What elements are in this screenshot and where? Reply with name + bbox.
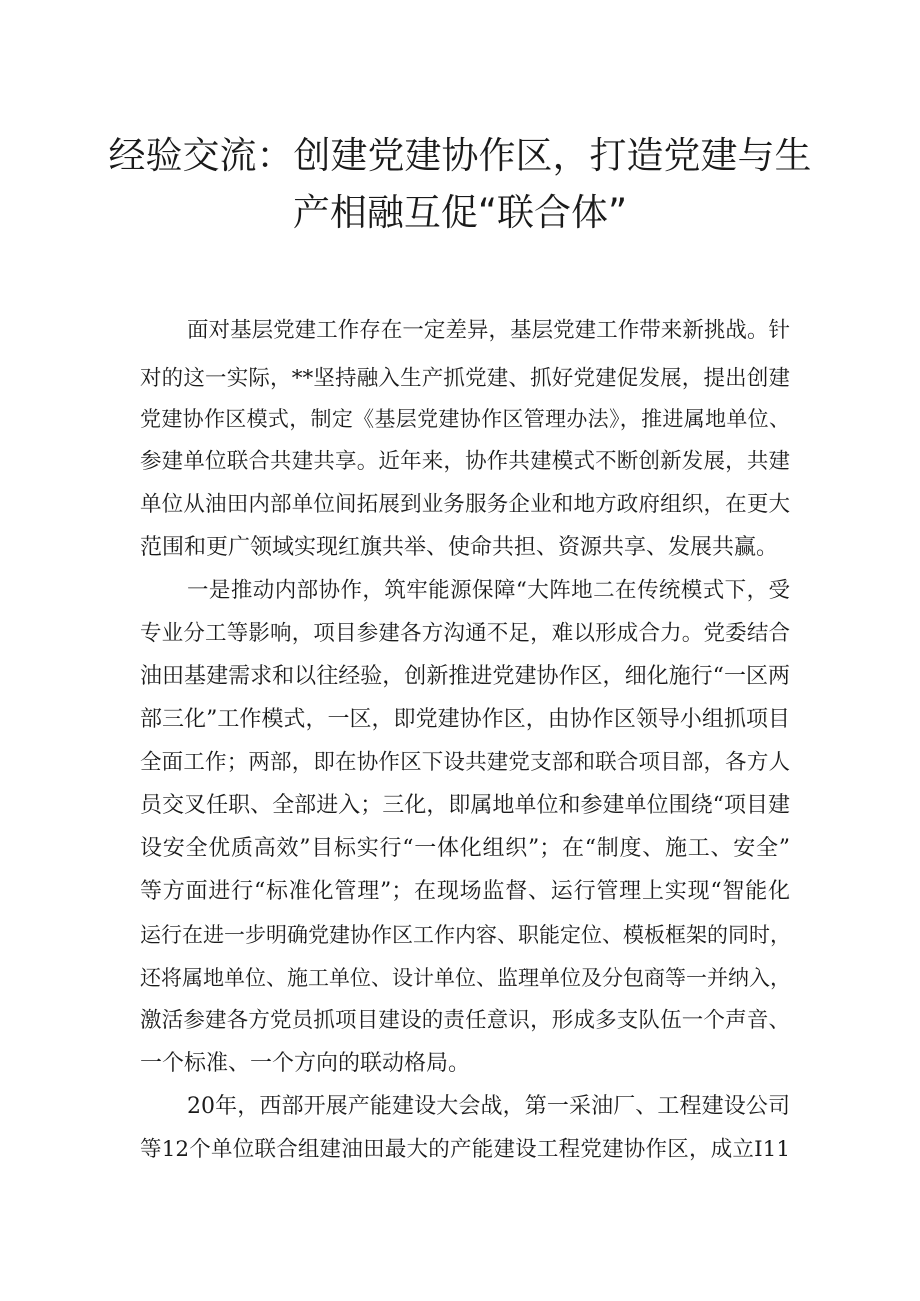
paragraph-2-line: 等方面进行“标准化管理”；在现场监督、运行管理上实现“智能化	[140, 879, 790, 904]
paragraph-3-line: 20年，西部开展产能建设大会战，第一采油厂、工程建设公司	[187, 1094, 790, 1119]
paragraph-1-line: 范围和更广领域实现红旗共举、使命共担、资源共享、发展共赢。	[140, 535, 779, 560]
paragraph-1-line: 面对基层党建工作存在一定差异，基层党建工作带来新挑战。针	[187, 318, 790, 343]
paragraph-2-line: 设安全优质高效”目标实行“一体化组织”；在“制度、施工、安全”	[140, 836, 790, 861]
paragraph-2-line: 激活参建各方党员抓项目建设的责任意识，形成多支队伍一个声音、	[140, 1008, 790, 1033]
document-title-line-1: 经验交流：创建党建协作区，打造党建与生	[108, 134, 812, 177]
paragraph-2-line: 全面工作；两部，即在协作区下设共建党支部和联合项目部，各方人	[140, 750, 790, 775]
paragraph-2-line: 还将属地单位、施工单位、设计单位、监理单位及分包商等一并纳入，	[140, 966, 791, 990]
paragraph-1-line: 党建协作区模式，制定《基层党建协作区管理办法》，推进属地单位、	[140, 407, 790, 431]
paragraph-1-line: 参建单位联合共建共享。近年来，协作共建模式不断创新发展，共建	[140, 449, 790, 474]
paragraph-2-line: 一个标准、一个方向的联动格局。	[140, 1051, 471, 1076]
paragraph-2-line: 运行在进一步明确党建协作区工作内容、职能定位、模板框架的同时，	[140, 923, 791, 947]
paragraph-3-line: 等12个单位联合组建油田最大的产能建设工程党建协作区，成立I11	[140, 1137, 790, 1162]
paragraph-2-line: 部三化”工作模式，一区，即党建协作区，由协作区领导小组抓项目	[140, 707, 790, 732]
paragraph-2-line: 一是推动内部协作，筑牢能源保障“大阵地二在传统模式下，受	[187, 578, 790, 603]
paragraph-2-line: 员交叉任职、全部进入；三化，即属地单位和参建单位围绕“项目建	[140, 793, 790, 818]
document-title-line-2: 产相融互促“联合体”	[292, 191, 628, 234]
paragraph-1-line: 单位从油田内部单位间拓展到业务服务企业和地方政府组织，在更大	[140, 492, 790, 517]
paragraph-2-line: 油田基建需求和以往经验，创新推进党建协作区，细化施行“一区两	[140, 664, 790, 689]
paragraph-1-line: 对的这一实际，**坚持融入生产抓党建、抓好党建促发展，提出创建	[140, 366, 790, 391]
paragraph-2-line: 专业分工等影响，项目参建各方沟通不足，难以形成合力。党委结合	[140, 621, 790, 646]
